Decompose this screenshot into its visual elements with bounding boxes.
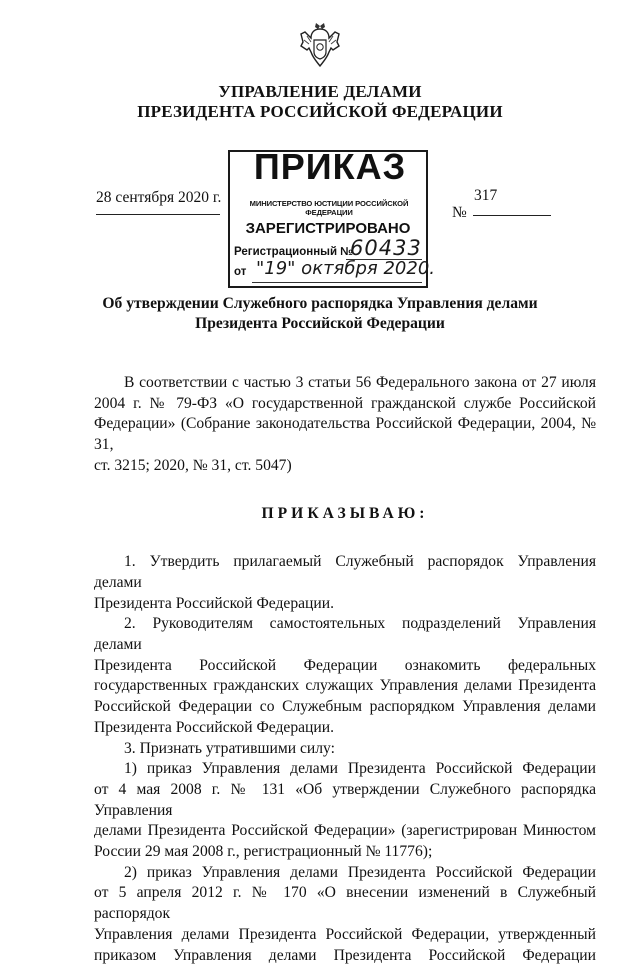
item-line: 1. Утвердить прилагаемый Служебный распорядок Управления делами	[94, 553, 596, 591]
number-sign: №	[452, 204, 467, 221]
item-line: от 5 апреля 2012 г. № 170 «О внесении изменений в Служебный распорядок	[94, 884, 596, 923]
subject-line2: Президента Российской Федерации	[195, 315, 445, 332]
document-body	[94, 373, 596, 966]
item-line: Президента Российской Федерации ознакомить федеральных	[94, 656, 596, 674]
item-3-2	[94, 863, 596, 966]
item-line: России 29 мая 2008 г., регистрационный № 11776);	[94, 843, 433, 861]
item-line: Президента Российской Федерации.	[94, 718, 334, 736]
stamp-regno: 60433	[350, 236, 422, 260]
order-word: ПРИКАЗЫВАЮ:	[261, 504, 429, 522]
stamp-ministry: МИНИСТЕРСТВО ЮСТИЦИИ РОССИЙСКОЙ ФЕДЕРАЦИИ	[249, 199, 409, 217]
preamble-line: В соответствии с частью 3 статьи 56 Федерального закона от 27 июля	[124, 374, 596, 391]
item-3	[94, 739, 596, 760]
item-1	[94, 552, 596, 614]
item-2	[94, 614, 596, 738]
document-date: 28 сентября 2020 г.	[96, 189, 222, 206]
stamp-reg-date: "19" октября 2020.	[256, 258, 435, 279]
preamble-line: 2004 г. № 79-ФЗ «О государственной гражданской службе Российской	[94, 394, 596, 412]
item-line: 2. Руководителям самостоятельных подразделений Управления делами	[94, 615, 596, 654]
item-line: 3. Признать утратившими силу:	[124, 739, 335, 757]
preamble	[94, 373, 596, 477]
item-line: от 4 мая 2008 г. № 131 «Об утверждении Служебного распорядка Управления	[94, 780, 596, 819]
document-number: 317	[474, 187, 498, 204]
preamble-line: ст. 3215; 2020, № 31, ст. 5047)	[94, 456, 292, 474]
date-underline	[96, 214, 220, 215]
number-underline	[473, 215, 551, 216]
subject-line1: Об утверждении Служебного распорядка Управления делами	[102, 295, 538, 312]
stamp-date-underline	[252, 282, 422, 283]
item-line: государственных гражданских служащих Управления делами Президента	[94, 677, 596, 695]
item-3-1	[94, 759, 596, 863]
stamp-from-label: от	[234, 266, 247, 278]
item-line: делами Президента Российской Федерации» (зарегистрирован Минюстом	[94, 822, 596, 840]
document-title: ПРИКАЗ	[253, 146, 407, 187]
org-name-line2: ПРЕЗИДЕНТА РОССИЙСКОЙ ФЕДЕРАЦИИ	[137, 102, 503, 121]
org-name-line1: УПРАВЛЕНИЕ ДЕЛАМИ	[218, 82, 422, 101]
stamp-regno-label: Регистрационный №	[234, 246, 354, 258]
item-line: Российской Федерации со Служебным распорядком Управления делами	[94, 698, 596, 716]
stamp-registered: ЗАРЕГИСТРИРОВАНО	[245, 220, 411, 237]
item-line: приказом Управления делами Президента Российской Федерации	[94, 946, 596, 964]
preamble-line: Федерации» (Собрание законодательства Российской Федерации, 2004, № 31,	[94, 415, 596, 454]
item-line: Президента Российской Федерации.	[94, 594, 334, 612]
item-line: 2) приказ Управления делами Президента Российской Федерации	[124, 863, 596, 881]
russian-emblem-icon	[299, 22, 341, 68]
item-line: 1) приказ Управления делами Президента Российской Федерации	[124, 760, 596, 778]
item-line: Управления делами Президента Российской Федерации, утвержденный	[94, 925, 596, 943]
